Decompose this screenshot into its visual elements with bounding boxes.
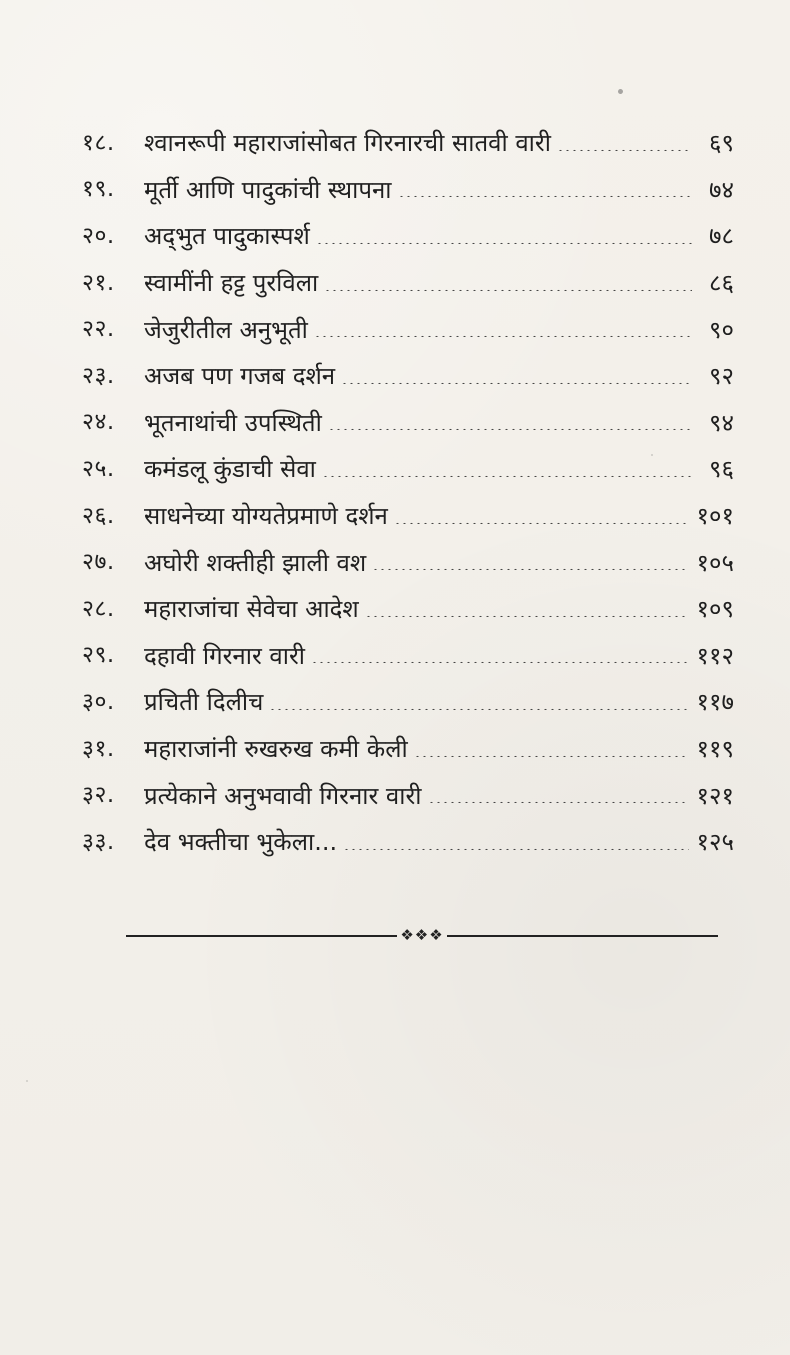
dot-leader (372, 568, 688, 570)
table-of-contents (82, 120, 734, 866)
toc-entry-22 (82, 306, 734, 353)
page-number: ७४ (709, 175, 734, 204)
toc-entry-29 (82, 633, 734, 680)
page-number: १०५ (696, 548, 734, 577)
toc-entry-23 (82, 353, 734, 400)
chapter-number: २८. (82, 595, 115, 622)
toc-entry-19 (82, 167, 734, 214)
page-number: ११७ (696, 688, 734, 717)
dot-leader (557, 149, 692, 151)
dot-leader (324, 289, 692, 291)
toc-entry-28 (82, 586, 734, 633)
page-number: ९६ (709, 455, 734, 484)
page-number: १२५ (696, 828, 734, 857)
chapter-title: प्रत्येकाने अनुभवावी गिरनार वारी (144, 781, 422, 810)
page-number: १०९ (696, 595, 734, 624)
dot-leader (328, 428, 692, 430)
divider-line-left (126, 935, 397, 937)
chapter-title: स्वामींनी हट्ट पुरविला (144, 269, 319, 298)
chapter-number: ३१. (82, 735, 115, 762)
chapter-title: श्वानरूपी महाराजांसोबत गिरनारची सातवी वारी (144, 129, 551, 158)
chapter-title: दहावी गिरनार वारी (144, 641, 306, 670)
chapter-number: १८. (82, 129, 115, 156)
dot-leader (365, 615, 689, 617)
page-number: ९४ (709, 408, 734, 437)
section-divider (126, 925, 718, 944)
page-number: ११९ (696, 735, 734, 764)
toc-entry-20 (82, 213, 734, 260)
page-number: ११२ (696, 641, 734, 670)
chapter-title: प्रचिती दिलीच (144, 688, 264, 717)
dot-leader (341, 382, 692, 384)
toc-entry-31 (82, 726, 734, 773)
chapter-number: २१. (82, 269, 115, 296)
page-number: ८६ (709, 269, 734, 298)
dot-leader (314, 335, 692, 337)
chapter-number: २६. (82, 502, 115, 529)
paper-speck (617, 88, 624, 95)
dot-leader (414, 755, 689, 757)
chapter-title: अद्‌भुत पादुकास्पर्श (144, 222, 310, 251)
toc-entry-27 (82, 539, 734, 586)
dot-leader (311, 661, 689, 663)
toc-entry-21 (82, 260, 734, 307)
page-number: १२१ (696, 781, 734, 810)
page-number: ६९ (709, 129, 734, 158)
chapter-number: २२. (82, 316, 115, 343)
page-number: ७८ (709, 222, 734, 251)
dot-leader (398, 195, 692, 197)
chapter-title: अघोरी शक्तीही झाली वश (144, 548, 367, 577)
chapter-number: २३. (82, 362, 115, 389)
toc-entry-25 (82, 446, 734, 493)
dot-leader (343, 848, 688, 850)
chapter-number: ३३. (82, 828, 115, 855)
chapter-number: २०. (82, 222, 115, 249)
chapter-title: भूतनाथांची उपस्थिती (144, 408, 322, 437)
page-number: ९० (709, 315, 734, 344)
dot-leader (269, 708, 688, 710)
toc-entry-18 (82, 120, 734, 167)
chapter-title: जेजुरीतील अनुभूती (144, 315, 308, 344)
paper-speck (26, 1080, 28, 1082)
chapter-number: २७. (82, 549, 115, 576)
toc-entry-26 (82, 493, 734, 540)
chapter-title: साधनेच्या योग्यतेप्रमाणे दर्शन (144, 502, 388, 531)
dot-leader (428, 801, 689, 803)
dot-leader (322, 475, 692, 477)
chapter-title: मूर्ती आणि पादुकांची स्थापना (144, 175, 392, 204)
page-number: ९२ (709, 362, 734, 391)
chapter-number: २९. (82, 642, 115, 669)
chapter-number: २४. (82, 409, 115, 436)
toc-entry-24 (82, 400, 734, 447)
toc-entry-33 (82, 819, 734, 866)
chapter-number: १९. (82, 176, 115, 203)
chapter-title: देव भक्तीचा भुकेला... (144, 828, 338, 857)
dot-leader (316, 242, 692, 244)
chapter-title: महाराजांनी रुखरुख कमी केली (144, 735, 408, 764)
dot-leader (394, 522, 689, 524)
chapter-title: महाराजांचा सेवेचा आदेश (144, 595, 359, 624)
chapter-title: अजब पण गजब दर्शन (144, 362, 336, 391)
chapter-number: २५. (82, 455, 115, 482)
diamond-ornament-icon: ❖❖❖ (400, 925, 444, 944)
chapter-number: ३२. (82, 782, 115, 809)
divider-line-right (447, 935, 718, 937)
toc-entry-30 (82, 679, 734, 726)
toc-entry-32 (82, 772, 734, 819)
page-number: १०१ (696, 502, 734, 531)
chapter-number: ३०. (82, 688, 115, 715)
chapter-title: कमंडलू कुंडाची सेवा (144, 455, 316, 484)
